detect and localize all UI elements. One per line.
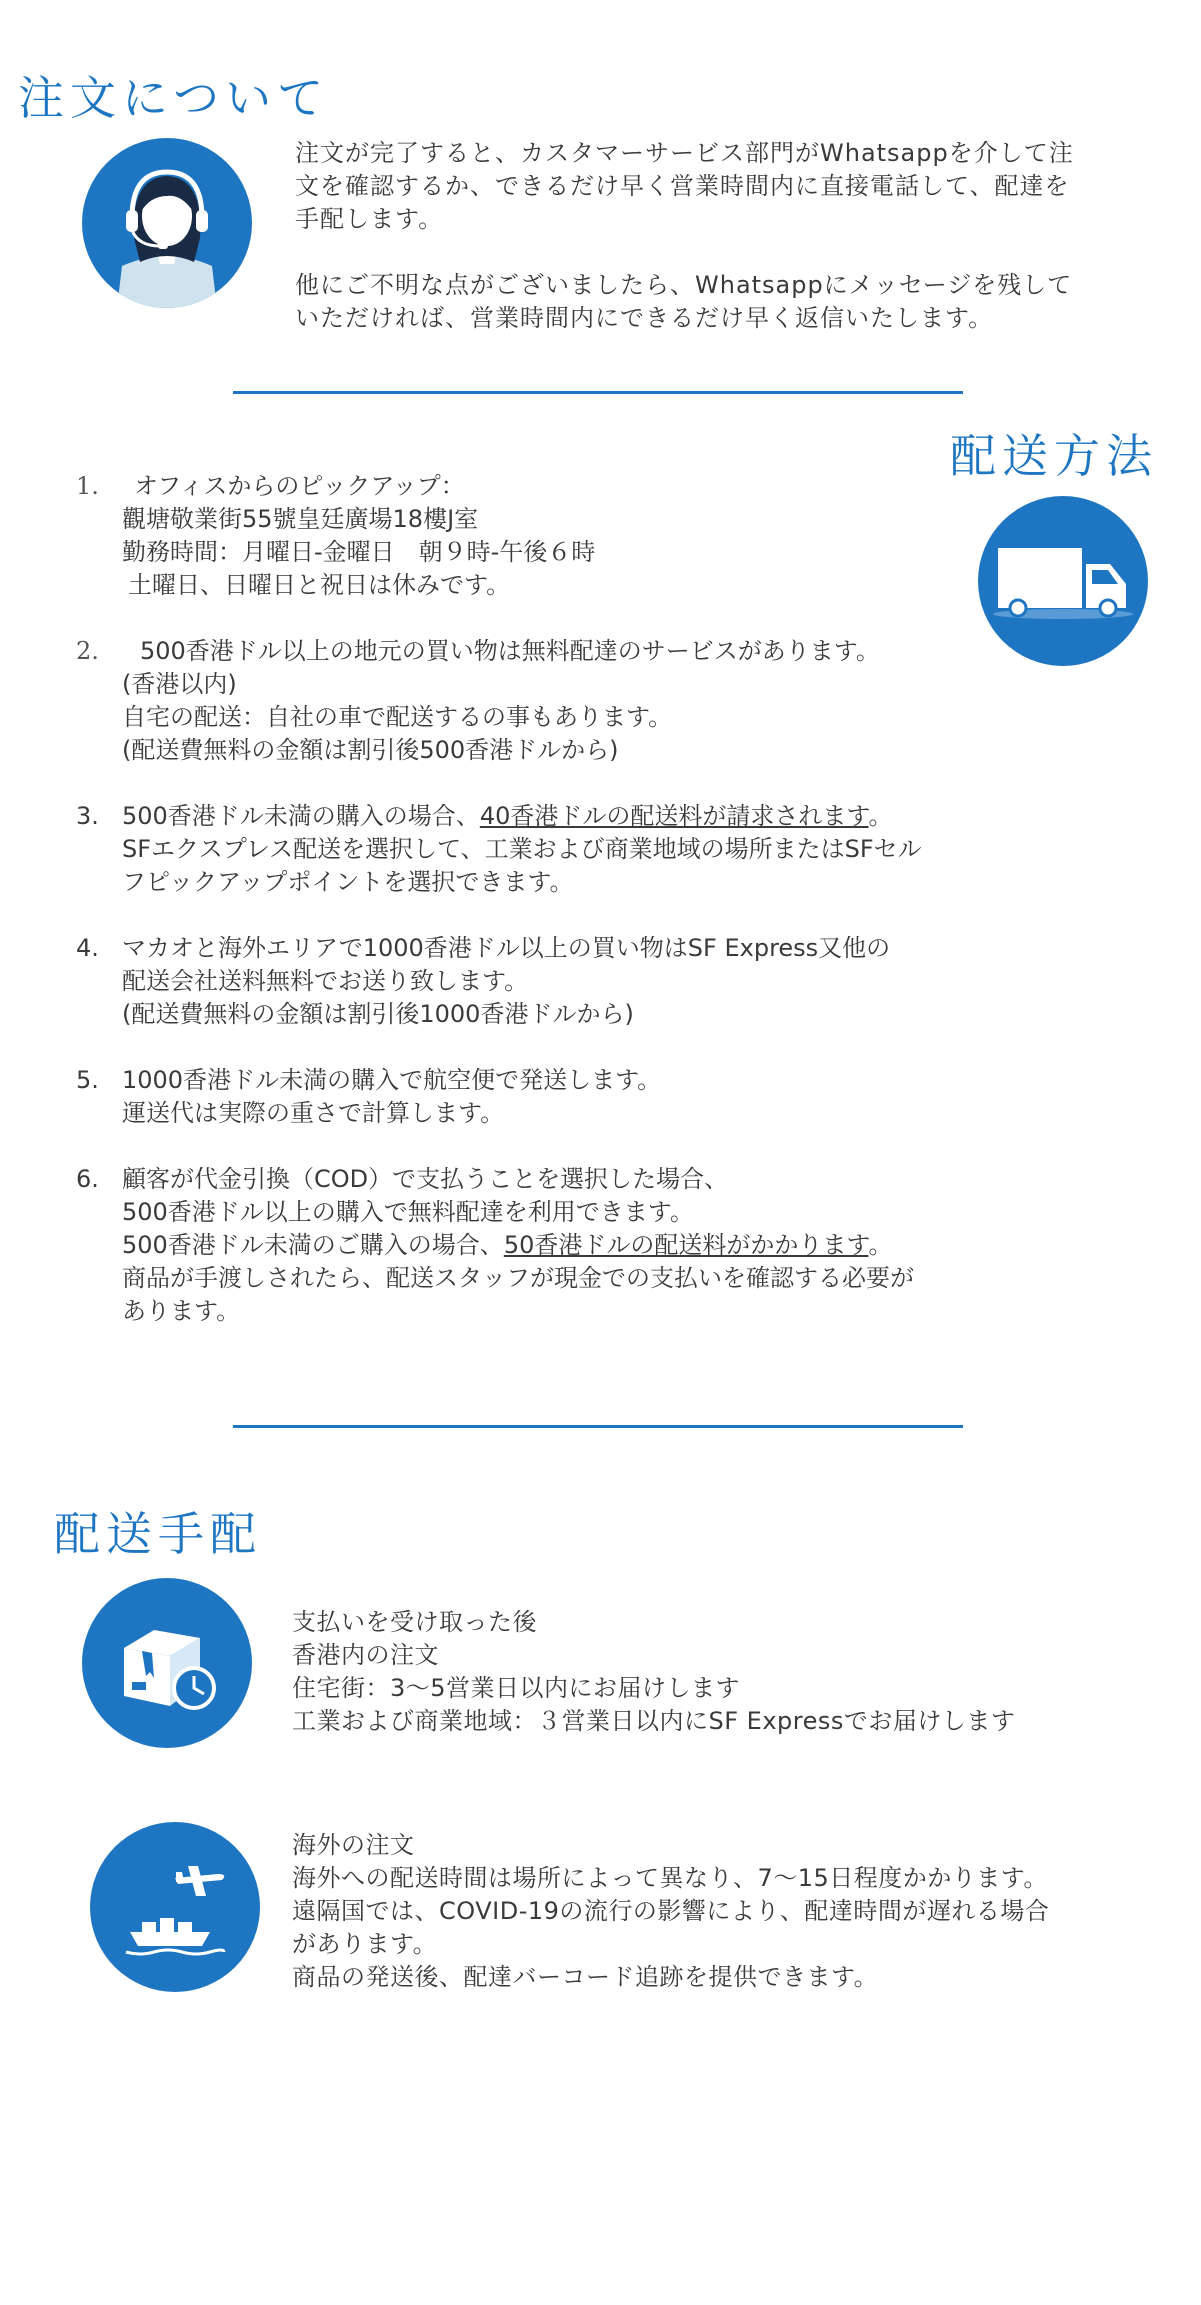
delivery-methods-title: 配送方法	[950, 429, 1158, 483]
local-order-info: 支払いを受け取った後 香港内の注文 住宅街：3～5営業日以内にお届けします 工業および商業地域：３営業日以内にSF Expressでお届けします	[292, 1608, 1016, 1735]
package-clock-icon	[82, 1578, 252, 1748]
list-item: 4. マカオと海外エリアで1000香港ドル以上の買い物はSF Express又他の 配送会社送料無料でお送り致します。 (配送費無料の金額は割引後1000香港ドルから)	[76, 934, 891, 1028]
arrangement-title: 配送手配	[54, 1507, 262, 1561]
item-number: 3.	[76, 802, 99, 830]
divider-1	[233, 391, 963, 394]
list-item: 5. 1000香港ドル未満の購入で航空便で発送します。 運送代は実際の重さで計算します。	[76, 1066, 662, 1127]
order-title: 注文について	[18, 71, 330, 125]
divider-2	[233, 1425, 963, 1428]
item-number: 1.	[76, 472, 99, 500]
item-number: 2.	[76, 637, 99, 665]
item-number: 4.	[76, 934, 99, 962]
plane-ship-icon	[90, 1822, 260, 1992]
list-item: 2. 500香港ドル以上の地元の買い物は無料配達のサービスがあります。 (香港以内) 自宅の配送：自社の車で配送するの事もあります。 (配送費無料の金額は割引後500香港ドルから)	[76, 637, 880, 764]
overseas-order-info: 海外の注文 海外への配送時間は場所によって異なり、7～15日程度かかります。 遠隔国では、COVID-19の流行の影響により、配達時間が遅れる場合 があります。 商品の発送後、配達バーコード追跡を提供できます。	[292, 1831, 1050, 1991]
order-paragraph-1: 注文が完了すると、カスタマーサービス部門がWhatsappを介して注 文を確認するか、できるだけ早く営業時間内に直接電話して、配達を 手配します。	[295, 139, 1074, 233]
item-number: 5.	[76, 1066, 99, 1094]
list-item: 3. 500香港ドル未満の購入の場合、40香港ドルの配送料が請求されます。 SFエクスプレス配送を選択して、工業および商業地域の場所またはSFセル フピックアップポイントを選択できます。	[76, 802, 922, 896]
delivery-methods-list	[72, 470, 1032, 1328]
order-paragraph-2: 他にご不明な点がございましたら、Whatsappにメッセージを残して いただければ、営業時間内にできるだけ早く返信いたします。	[295, 271, 1073, 332]
list-item: 1. オフィスからのピックアップ： 觀塘敬業街55號皇廷廣場18樓J室 勤務時間：月曜日-金曜日 朝９時-午後６時 土曜日、日曜日と祝日は休みです。	[76, 472, 596, 599]
list-item: 6. 顧客が代金引換（COD）で支払うことを選択した場合、 500香港ドル以上の購入で無料配達を利用できます。 500香港ドル未満のご購入の場合、50香港ドルの配送料がかかります。 商品が手渡しされたら、配送スタッフが現金での支払いを確認する必要が あります。	[76, 1165, 914, 1325]
customer-service-icon	[82, 138, 252, 308]
item-number: 6.	[76, 1165, 99, 1193]
